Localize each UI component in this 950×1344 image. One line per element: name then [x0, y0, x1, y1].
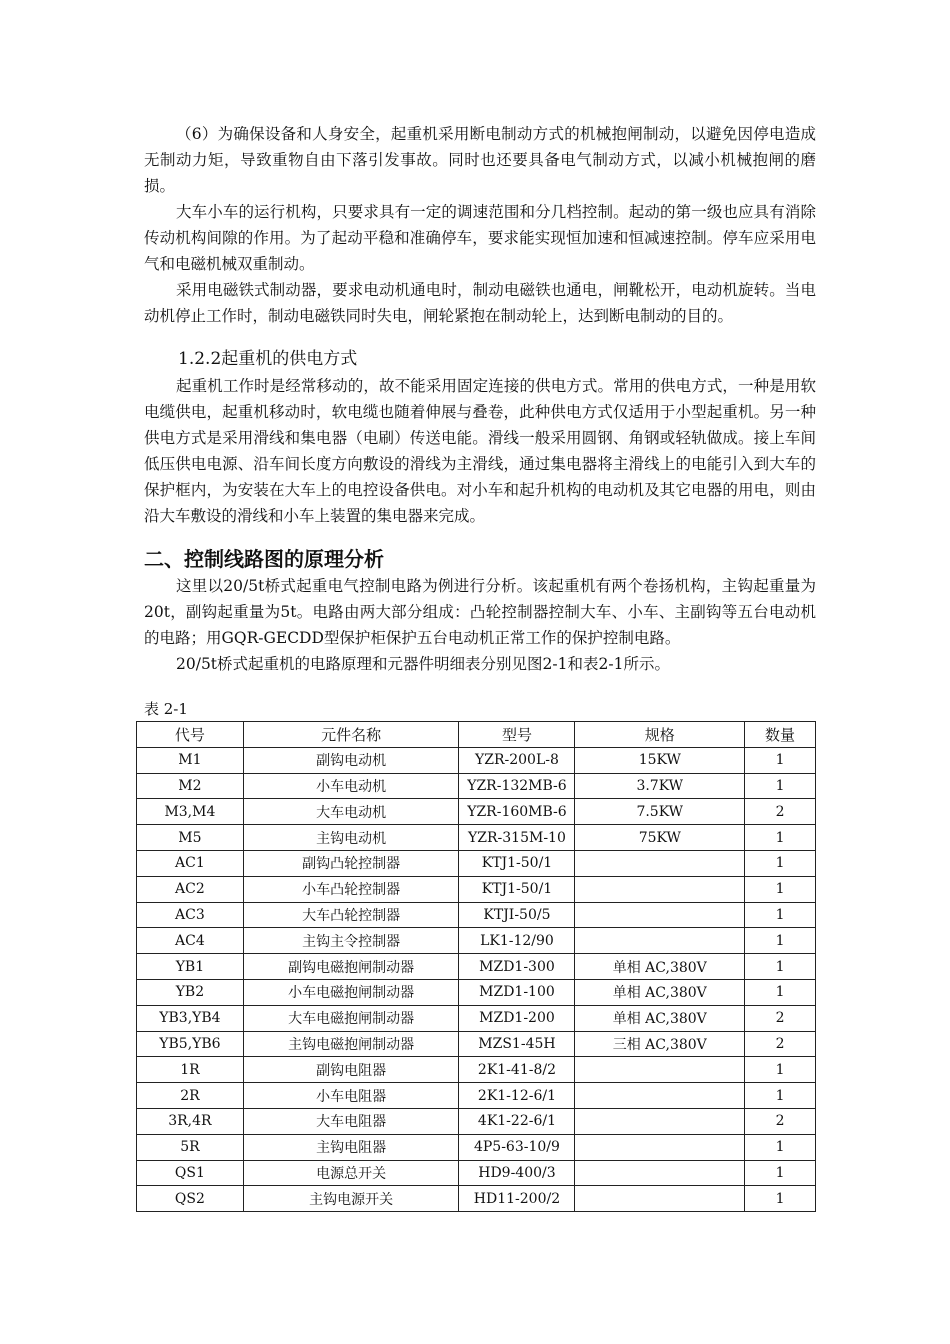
cell-code: 3R,4R: [137, 1108, 244, 1134]
cell-quantity: 2: [745, 799, 816, 825]
cell-spec: [575, 1057, 745, 1083]
cell-code: M2: [137, 773, 244, 799]
cell-quantity: 1: [745, 773, 816, 799]
cell-component-name: 小车电磁抱闸制动器: [243, 979, 459, 1005]
paragraph: 大车小车的运行机构，只要求具有一定的调速范围和分几档控制。起动的第一级也应具有消除传动机构间隙的作用。为了起动平稳和准确停车，要求能实现恒加速和恒减速控制。停车应采用电气和电磁机械双重制动。: [144, 203, 816, 273]
cell-quantity: 1: [745, 1160, 816, 1186]
table-row: [137, 902, 816, 928]
cell-code: YB2: [137, 979, 244, 1005]
cell-quantity: 1: [745, 1134, 816, 1160]
cell-spec: [575, 1160, 745, 1186]
cell-quantity: 2: [745, 1108, 816, 1134]
table-row: [137, 954, 816, 980]
cell-model: HD9-400/3: [459, 1160, 575, 1186]
cell-code: YB3,YB4: [137, 1005, 244, 1031]
table-row: [137, 1005, 816, 1031]
header-component-name: 元件名称: [243, 722, 459, 748]
table-row: [137, 747, 816, 773]
header-model: 型号: [459, 722, 575, 748]
cell-model: YZR-160MB-6: [459, 799, 575, 825]
table-row: [137, 850, 816, 876]
circuit-analysis-section: [144, 573, 816, 677]
cell-quantity: 1: [745, 979, 816, 1005]
cell-code: QS1: [137, 1160, 244, 1186]
cell-model: MZD1-100: [459, 979, 575, 1005]
component-table: [136, 721, 816, 1212]
cell-component-name: 副钩电动机: [243, 747, 459, 773]
cell-component-name: 大车电磁抱闸制动器: [243, 1005, 459, 1031]
cell-code: AC4: [137, 928, 244, 954]
table-row: [137, 1031, 816, 1057]
paragraph: 这里以20/5t桥式起重电气控制电路为例进行分析。该起重机有两个卷扬机构，主钩起重量为20t，副钩起重量为5t。电路由两大部分组成：凸轮控制器控制大车、小车、主副钩等五台电动机的电路；用GQR-GECDD型保护柜保护五台电动机正常工作的保护控制电路。: [144, 577, 816, 647]
cell-quantity: 2: [745, 1031, 816, 1057]
cell-component-name: 小车电动机: [243, 773, 459, 799]
cell-code: 1R: [137, 1057, 244, 1083]
header-spec: 规格: [575, 722, 745, 748]
table-row: [137, 979, 816, 1005]
cell-component-name: 大车电阻器: [243, 1108, 459, 1134]
cell-quantity: 1: [745, 1186, 816, 1212]
cell-model: 2K1-41-8/2: [459, 1057, 575, 1083]
cell-model: MZS1-45H: [459, 1031, 575, 1057]
cell-quantity: 1: [745, 747, 816, 773]
cell-spec: 15KW: [575, 747, 745, 773]
cell-model: KTJ1-50/1: [459, 850, 575, 876]
table-row: [137, 1186, 816, 1212]
cell-component-name: 小车凸轮控制器: [243, 876, 459, 902]
cell-quantity: 1: [745, 928, 816, 954]
paragraph: （6）为确保设备和人身安全，起重机采用断电制动方式的机械抱闸制动，以避免因停电造成无制动力矩，导致重物自由下落引发事故。同时也还要具备电气制动方式，以减小机械抱闸的磨损。: [144, 125, 816, 195]
cell-spec: [575, 902, 745, 928]
cell-component-name: 主钩电磁抱闸制动器: [243, 1031, 459, 1057]
cell-spec: [575, 876, 745, 902]
cell-model: YZR-315M-10: [459, 825, 575, 851]
cell-spec: 单相 AC,380V: [575, 954, 745, 980]
cell-code: AC2: [137, 876, 244, 902]
chapter-title: 二、控制线路图的原理分析: [144, 547, 384, 571]
cell-component-name: 主钩主令控制器: [243, 928, 459, 954]
cell-code: M1: [137, 747, 244, 773]
subsection-title: 1.2.2起重机的供电方式: [178, 349, 358, 369]
cell-spec: [575, 928, 745, 954]
table-row: [137, 1083, 816, 1109]
cell-code: QS2: [137, 1186, 244, 1212]
cell-quantity: 1: [745, 902, 816, 928]
header-quantity: 数量: [745, 722, 816, 748]
table-row: [137, 773, 816, 799]
table-row: [137, 1057, 816, 1083]
table-row: [137, 1160, 816, 1186]
cell-component-name: 副钩电磁抱闸制动器: [243, 954, 459, 980]
table-caption: 表 2-1: [144, 700, 188, 718]
cell-model: YZR-200L-8: [459, 747, 575, 773]
braking-requirements-section: [144, 121, 816, 329]
cell-model: MZD1-200: [459, 1005, 575, 1031]
cell-code: AC1: [137, 850, 244, 876]
cell-code: 5R: [137, 1134, 244, 1160]
table-row: [137, 1134, 816, 1160]
cell-code: M3,M4: [137, 799, 244, 825]
cell-component-name: 大车凸轮控制器: [243, 902, 459, 928]
power-supply-section: [144, 373, 816, 529]
cell-spec: 单相 AC,380V: [575, 1005, 745, 1031]
cell-model: KTJI-50/5: [459, 902, 575, 928]
cell-component-name: 主钩电动机: [243, 825, 459, 851]
cell-component-name: 副钩电阻器: [243, 1057, 459, 1083]
cell-model: 4P5-63-10/9: [459, 1134, 575, 1160]
cell-model: HD11-200/2: [459, 1186, 575, 1212]
table-row: [137, 876, 816, 902]
cell-component-name: 主钩电阻器: [243, 1134, 459, 1160]
cell-model: KTJ1-50/1: [459, 876, 575, 902]
table-row: [137, 1108, 816, 1134]
cell-model: LK1-12/90: [459, 928, 575, 954]
cell-code: M5: [137, 825, 244, 851]
cell-code: 2R: [137, 1083, 244, 1109]
paragraph: 20/5t桥式起重机的电路原理和元器件明细表分别见图2-1和表2-1所示。: [176, 655, 670, 673]
cell-spec: [575, 1108, 745, 1134]
cell-spec: 3.7KW: [575, 773, 745, 799]
paragraph: 采用电磁铁式制动器，要求电动机通电时，制动电磁铁也通电，闸靴松开，电动机旋转。当电动机停止工作时，制动电磁铁同时失电，闸轮紧抱在制动轮上，达到断电制动的目的。: [144, 281, 816, 325]
table-header-row: [137, 722, 816, 748]
cell-quantity: 1: [745, 1057, 816, 1083]
cell-quantity: 1: [745, 954, 816, 980]
cell-model: 2K1-12-6/1: [459, 1083, 575, 1109]
paragraph: 起重机工作时是经常移动的，故不能采用固定连接的供电方式。常用的供电方式，一种是用软电缆供电，起重机移动时，软电缆也随着伸展与叠卷，此种供电方式仅适用于小型起重机。另一种供电方式是采用滑线和集电器（电刷）传送电能。滑线一般采用圆钢、角钢或轻轨做成。接上车间低压供电电源、沿车间长度方向敷设的滑线为主滑线，通过集电器将主滑线上的电能引入到大车的保护框内，为安装在大车上的电控设备供电。对小车和起升机构的电动机及其它电器的用电，则由沿大车敷设的滑线和小车上装置的集电器来完成。: [144, 377, 816, 525]
cell-quantity: 2: [745, 1005, 816, 1031]
cell-spec: 单相 AC,380V: [575, 979, 745, 1005]
cell-quantity: 1: [745, 850, 816, 876]
cell-spec: [575, 1083, 745, 1109]
cell-spec: 7.5KW: [575, 799, 745, 825]
cell-quantity: 1: [745, 876, 816, 902]
cell-component-name: 副钩凸轮控制器: [243, 850, 459, 876]
cell-spec: 75KW: [575, 825, 745, 851]
cell-component-name: 电源总开关: [243, 1160, 459, 1186]
cell-model: YZR-132MB-6: [459, 773, 575, 799]
cell-component-name: 主钩电源开关: [243, 1186, 459, 1212]
cell-spec: [575, 1186, 745, 1212]
table-row: [137, 799, 816, 825]
header-code: 代号: [137, 722, 244, 748]
cell-code: YB1: [137, 954, 244, 980]
cell-spec: [575, 850, 745, 876]
cell-model: MZD1-300: [459, 954, 575, 980]
cell-spec: 三相 AC,380V: [575, 1031, 745, 1057]
table-row: [137, 928, 816, 954]
cell-component-name: 大车电动机: [243, 799, 459, 825]
cell-code: YB5,YB6: [137, 1031, 244, 1057]
cell-quantity: 1: [745, 825, 816, 851]
cell-quantity: 1: [745, 1083, 816, 1109]
cell-code: AC3: [137, 902, 244, 928]
table-row: [137, 825, 816, 851]
cell-component-name: 小车电阻器: [243, 1083, 459, 1109]
cell-model: 4K1-22-6/1: [459, 1108, 575, 1134]
cell-spec: [575, 1134, 745, 1160]
